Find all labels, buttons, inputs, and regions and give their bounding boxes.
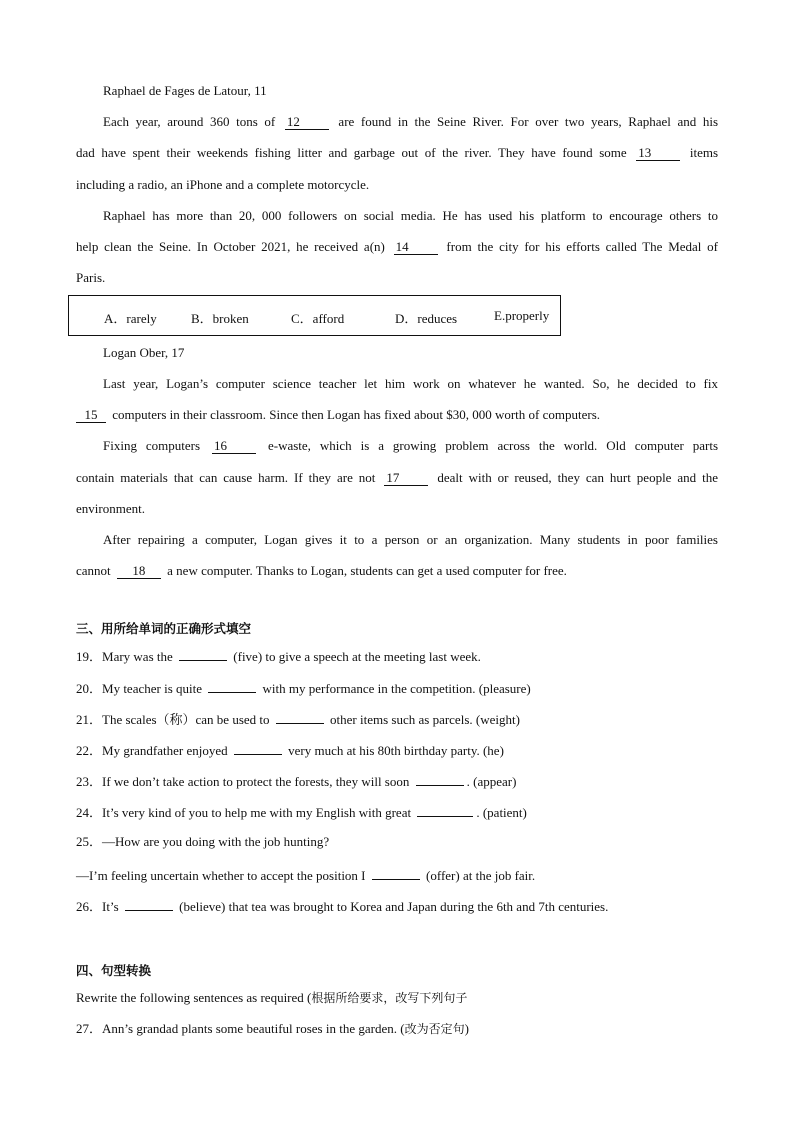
- text: It’s very kind of you to help me with my English with great: [102, 805, 412, 820]
- question-19: [76, 645, 718, 663]
- text: cannot: [76, 563, 111, 578]
- question-24: [76, 801, 718, 819]
- text: (believe) that tea was brought to Korea and Japan during the 6th and 7th centuries.: [179, 899, 609, 914]
- text: —I’m feeling uncertain whether to accept the position I: [76, 868, 366, 883]
- text: a new computer. Thanks to Logan, students can get a used computer for free.: [167, 563, 567, 578]
- question-number: 25．: [76, 834, 103, 849]
- option-a: A．rarely: [104, 311, 157, 326]
- question-number: 26．: [76, 899, 103, 914]
- text: computers in their classroom. Since then Logan has fixed about $30, 000 worth of computers.: [112, 407, 601, 422]
- person-heading-raphael: Raphael de Fages de Latour, 11: [103, 83, 267, 98]
- paragraph-line: Last year, Logan’s computer science teacher let him work on whatever he wanted. So, he decided to fix: [103, 376, 718, 391]
- question-number: 22．: [76, 743, 103, 758]
- text: from the city for his efforts called The Medal of: [446, 239, 719, 254]
- text: Each year, around 360 tons of: [103, 114, 276, 129]
- answer-blank[interactable]: [276, 708, 324, 724]
- text: It’s: [102, 899, 119, 914]
- text: other items such as parcels. (weight): [330, 712, 520, 727]
- text: items: [689, 145, 719, 160]
- blank-16[interactable]: 16: [212, 438, 256, 454]
- text: Rewrite the following sentences as required (: [76, 990, 312, 1005]
- question-25: [76, 833, 718, 851]
- paragraph-line: Raphael has more than 20, 000 followers on social media. He has used his platform to encourage others to: [103, 208, 718, 223]
- text: (offer) at the job fair.: [426, 868, 536, 883]
- text: 改为否定句: [404, 1022, 465, 1036]
- text: contain materials that can cause harm. If they are not: [76, 470, 376, 485]
- option-c: C．afford: [291, 311, 345, 326]
- paragraph-line: environment.: [76, 501, 145, 516]
- question-number: 19．: [76, 649, 103, 664]
- text: Ann’s grandad plants some beautiful roses in the garden. (: [102, 1021, 405, 1036]
- question-number: 23．: [76, 774, 103, 789]
- text: are found in the Seine River. For over two years, Raphael and his: [338, 114, 719, 129]
- blank-18[interactable]: 18: [117, 563, 161, 579]
- paragraph-line: [76, 238, 718, 256]
- text: My teacher is quite: [102, 681, 203, 696]
- paragraph-line: [76, 406, 718, 424]
- text: (five) to give a speech at the meeting last week.: [233, 649, 481, 664]
- paragraph-line: [76, 144, 718, 162]
- text: with my performance in the competition. (pleasure): [262, 681, 531, 696]
- question-27: [76, 1020, 718, 1038]
- paragraph-line: Paris.: [76, 270, 106, 285]
- paragraph-line: After repairing a computer, Logan gives it to a person or an organization. Many students in poor families: [103, 532, 718, 547]
- blank-17[interactable]: 17: [384, 470, 428, 486]
- paragraph-line: [76, 562, 718, 580]
- paragraph-line: [76, 469, 718, 487]
- answer-blank[interactable]: [417, 801, 473, 817]
- person-heading-logan: Logan Ober, 17: [103, 345, 185, 360]
- text: dealt with or reused, they can hurt people and the: [437, 470, 719, 485]
- question-number: 27．: [76, 1021, 103, 1036]
- section-4-heading: 四、句型转换: [76, 963, 152, 978]
- text: My grandfather enjoyed: [102, 743, 228, 758]
- question-number: 20．: [76, 681, 103, 696]
- question-23: [76, 770, 718, 788]
- paragraph-line: including a radio, an iPhone and a complete motorcycle.: [76, 177, 370, 192]
- text: Fixing computers: [103, 438, 201, 453]
- text: 根据所给要求，改写下列句子: [311, 991, 468, 1005]
- blank-13[interactable]: 13: [636, 145, 680, 161]
- text: The scales（称）can be used to: [102, 712, 270, 727]
- question-26: [76, 895, 718, 913]
- answer-blank[interactable]: [234, 739, 282, 755]
- blank-12[interactable]: 12: [285, 114, 329, 130]
- option-e: E.properly: [494, 308, 550, 323]
- text: e-waste, which is a growing problem across the world. Old computer parts: [267, 438, 719, 453]
- question-22: [76, 739, 718, 757]
- answer-blank[interactable]: [125, 895, 173, 911]
- blank-14[interactable]: 14: [394, 239, 438, 255]
- section-4-instruction: [76, 989, 718, 1007]
- question-21: [76, 708, 718, 726]
- text: dad have spent their weekends fishing litter and garbage out of the river. They have found some: [76, 145, 627, 160]
- question-20: [76, 677, 718, 695]
- answer-blank[interactable]: [372, 864, 420, 880]
- word-options-box: [68, 295, 561, 336]
- paragraph-line: [103, 437, 718, 455]
- answer-blank[interactable]: [208, 677, 256, 693]
- option-d: D．reduces: [395, 311, 458, 326]
- answer-blank[interactable]: [179, 645, 227, 661]
- text: . (patient): [476, 805, 527, 820]
- text: ): [464, 1021, 469, 1036]
- paragraph-line: [103, 113, 718, 131]
- question-25-response: [76, 864, 718, 882]
- text: . (appear): [466, 774, 517, 789]
- option-b: B．broken: [191, 311, 249, 326]
- question-number: 24．: [76, 805, 103, 820]
- blank-15[interactable]: 15: [76, 407, 106, 423]
- answer-blank[interactable]: [416, 770, 464, 786]
- text: —How are you doing with the job hunting?: [102, 834, 330, 849]
- section-3-heading: 三、用所给单词的正确形式填空: [76, 621, 252, 636]
- question-number: 21．: [76, 712, 103, 727]
- text: If we don’t take action to protect the forests, they will soon: [102, 774, 410, 789]
- text: very much at his 80th birthday party. (he): [288, 743, 504, 758]
- text: help clean the Seine. In October 2021, he received a(n): [76, 239, 385, 254]
- text: Mary was the: [102, 649, 173, 664]
